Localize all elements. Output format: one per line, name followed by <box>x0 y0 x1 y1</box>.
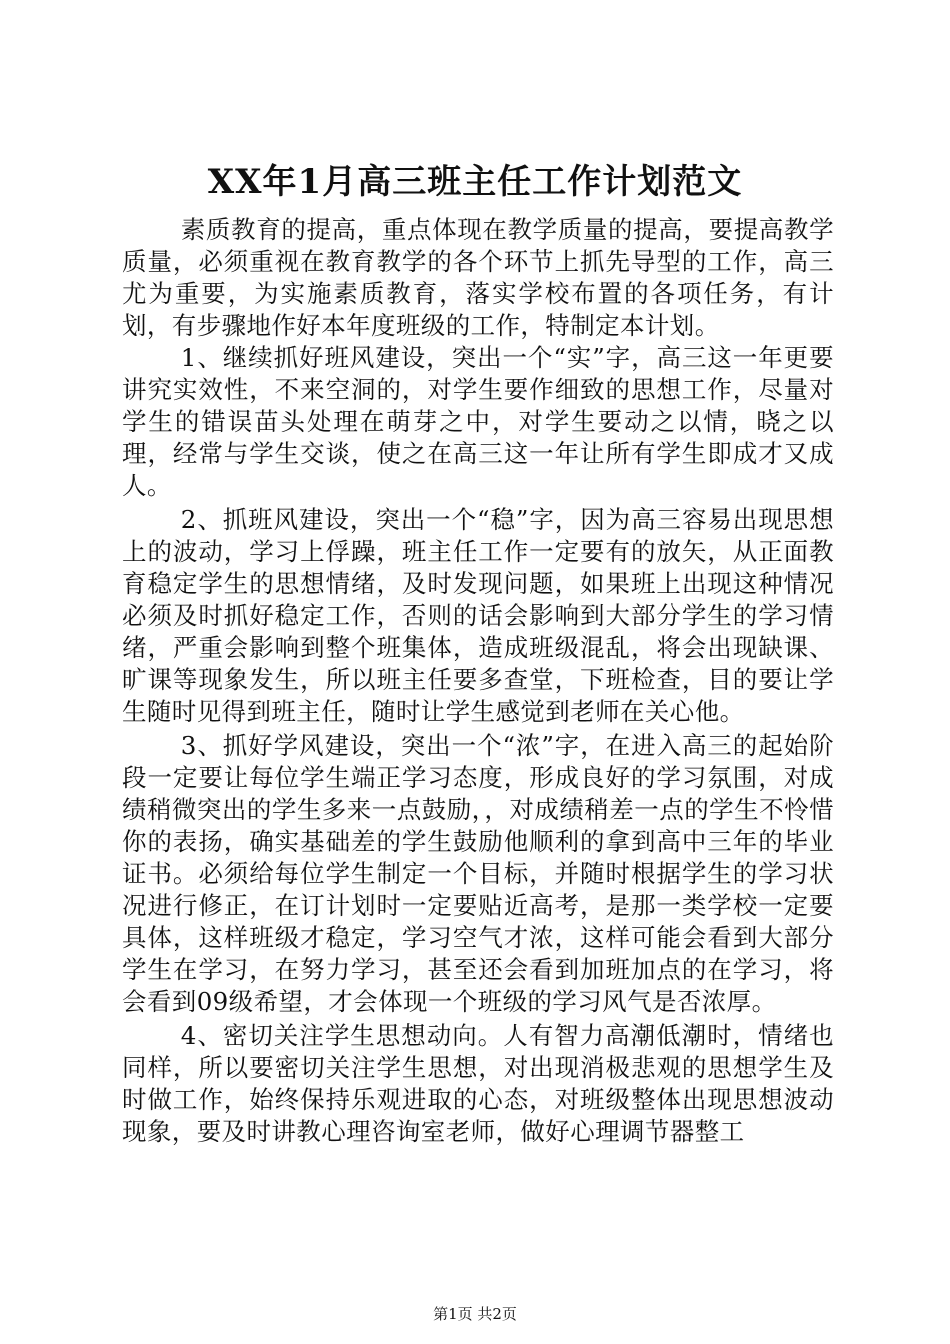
page-number-footer: 第1页 共2页 <box>433 1305 517 1323</box>
intro-paragraph: 素质教育的提高，重点体现在教学质量的提高，要提高教学质量，必须重视在教育教学的各个环节上抓先导型的工作，高三尤为重要，为实施素质教育，落实学校布置的各项任务，有计划，有步骤地作好本年度班级的工作，特制定本计划。 <box>122 215 834 340</box>
paragraph-item-3: 3、抓好学风建设，突出一个“浓”字，在进入高三的起始阶段一定要让每位学生端正学习态度，形成良好的学习氛围，对成绩稍微突出的学生多来一点鼓励，，对成绩稍差一点的学生不怜惜你的表扬，确实基础差的学生鼓励他顺利的拿到高中三年的毕业证书。必须给每位学生制定一个目标，并随时根据学生的学习状况进行修正，在订计划时一定要贴近高考，是那一类学校一定要具体，这样班级才稳定，学习空气才浓，这样可能会看到大部分学生在学习，在努力学习，甚至还会看到加班加点的在学习，将会看到09级希望，才会体现一个班级的学习风气是否浓厚。 <box>122 731 834 1016</box>
paragraph-item-1: 1、继续抓好班风建设，突出一个“实”字，高三这一年更要讲究实效性，不来空洞的，对学生要作细致的思想工作，尽量对学生的错误苗头处理在萌芽之中，对学生要动之以情，晓之以理，经常与学生交谈，使之在高三这一年让所有学生即成才又成人。 <box>122 343 834 500</box>
paragraph-item-2: 2、抓班风建设，突出一个“稳”字，因为高三容易出现思想上的波动，学习上俘躁，班主任工作一定要有的放矢，从正面教育稳定学生的思想情绪，及时发现问题，如果班上出现这种情况必须及时抓好稳定工作，否则的话会影响到大部分学生的学习情绪，严重会影响到整个班集体，造成班级混乱，将会出现缺课、旷课等现象发生，所以班主任要多查堂，下班检查，目的要让学生随时见得到班主任，随时让学生感觉到老师在关心他。 <box>122 505 834 726</box>
document-title: XX年1月高三班主任工作计划范文 <box>207 162 743 202</box>
document-body <box>122 214 834 1148</box>
paragraph-item-4: 4、密切关注学生思想动向。人有智力高潮低潮时，情绪也同样，所以要密切关注学生思想，对出现消极悲观的思想学生及时做工作，始终保持乐观进取的心态，对班级整体出现思想波动现象，要及时讲教心理咨询室老师，做好心理调节器整工 <box>122 1021 834 1146</box>
